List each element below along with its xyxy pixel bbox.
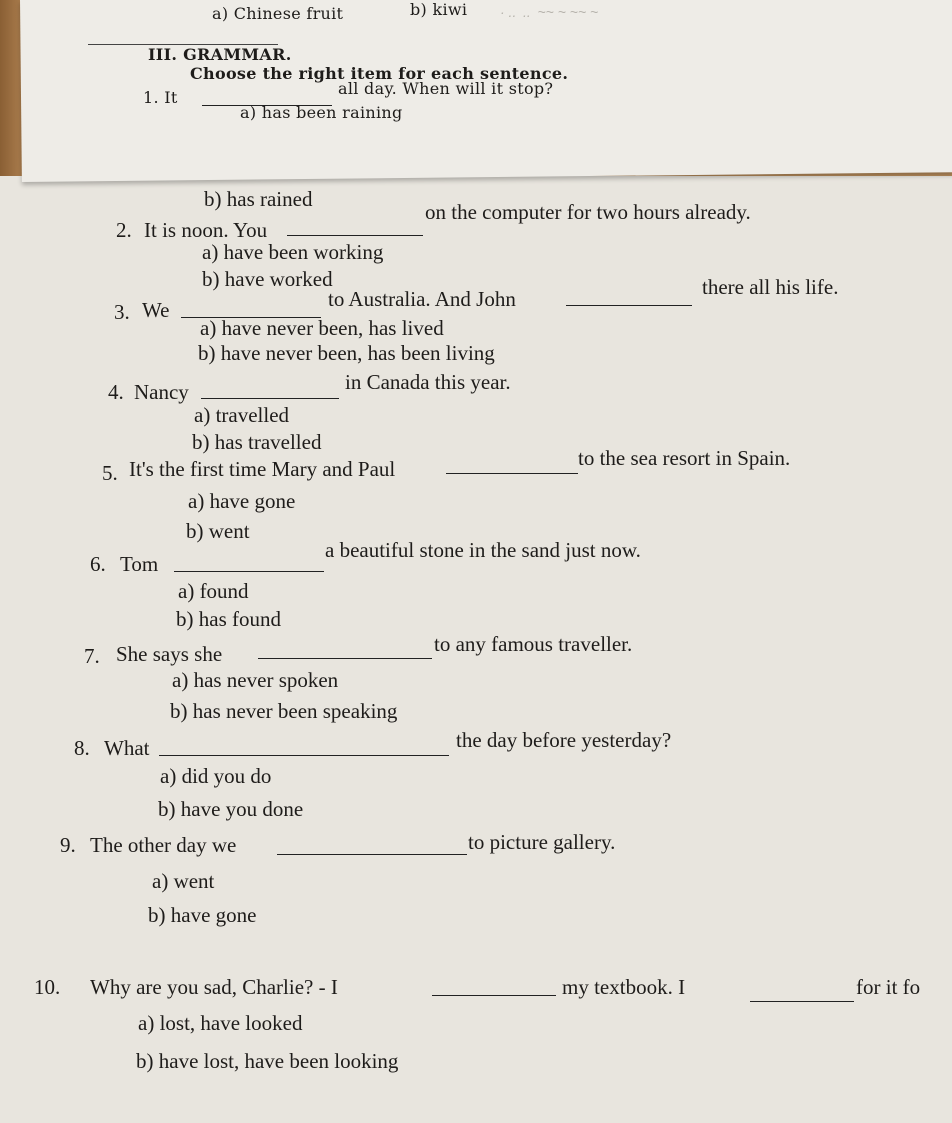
q3-text-after: there all his life. <box>702 275 839 299</box>
q1-number: 1. It <box>143 88 178 107</box>
q6-option-a: a) found <box>178 579 249 603</box>
q7-text-after: to any famous traveller. <box>434 632 633 656</box>
q2-blank[interactable] <box>287 234 423 236</box>
q7-text-before: She says she <box>116 642 223 666</box>
q1-text-after: all day. When will it stop? <box>338 79 554 98</box>
q5-number: 5. <box>102 461 118 485</box>
prev-option-a: a) Chinese fruit <box>212 4 344 23</box>
q5-option-b: b) went <box>186 519 250 543</box>
bleed-through-text: · .. .. ~~ ~ ~~ ~ <box>500 4 599 20</box>
q4-text-after: in Canada this year. <box>345 370 511 394</box>
q4-option-a: a) travelled <box>194 403 290 427</box>
q9-text-after: to picture gallery. <box>468 830 616 854</box>
q4-option-b: b) has travelled <box>192 430 322 454</box>
q2-option-a: a) have been working <box>202 240 384 264</box>
prev-option-b: b) kiwi <box>410 0 468 19</box>
q6-text-before: Tom <box>120 552 159 576</box>
q9-number: 9. <box>60 833 76 857</box>
q6-number: 6. <box>90 552 106 576</box>
q4-blank[interactable] <box>201 397 339 399</box>
q2-number: 2. <box>116 218 132 242</box>
q6-blank[interactable] <box>174 570 324 572</box>
q8-option-a: a) did you do <box>160 764 272 788</box>
q10-blank-1[interactable] <box>432 994 556 996</box>
q3-option-b: b) have never been, has been living <box>198 341 495 365</box>
q7-option-a: a) has never spoken <box>172 668 339 692</box>
instruction: Choose the right item for each sentence. <box>190 64 569 83</box>
q3-option-a: a) have never been, has lived <box>200 316 444 340</box>
section-title: III. GRAMMAR. <box>148 45 292 64</box>
q6-option-b: b) has found <box>176 607 281 631</box>
q5-blank[interactable] <box>446 472 578 474</box>
q10-text-after: for it fo <box>856 975 921 999</box>
q8-blank[interactable] <box>159 754 449 756</box>
q5-text-before: It's the first time Mary and Paul <box>129 457 396 481</box>
q10-option-a: a) lost, have looked <box>138 1011 303 1035</box>
q8-number: 8. <box>74 736 90 760</box>
q6-text-after: a beautiful stone in the sand just now. <box>325 538 641 562</box>
q9-option-a: a) went <box>152 869 215 893</box>
q3-text-before: We <box>142 298 170 322</box>
q9-option-b: b) have gone <box>148 903 257 927</box>
q8-option-b: b) have you done <box>158 797 304 821</box>
q10-text-middle: my textbook. I <box>562 975 686 999</box>
q9-text-before: The other day we <box>90 833 237 857</box>
q4-text-before: Nancy <box>134 380 189 404</box>
q9-blank[interactable] <box>277 853 467 855</box>
q2-option-b: b) have worked <box>202 267 333 291</box>
q10-text-before: Why are you sad, Charlie? - I <box>90 975 338 999</box>
q8-text-after: the day before yesterday? <box>456 728 672 752</box>
q5-option-a: a) have gone <box>188 489 296 513</box>
q4-number: 4. <box>108 380 124 404</box>
q7-blank[interactable] <box>258 657 432 659</box>
q2-text-before: It is noon. You <box>144 218 268 242</box>
q5-text-after: to the sea resort in Spain. <box>578 446 791 470</box>
q3-text-middle: to Australia. And John <box>328 287 516 311</box>
q10-number: 10. <box>34 975 61 999</box>
q10-option-b: b) have lost, have been looking <box>136 1049 399 1073</box>
q1-option-b: b) has rained <box>204 187 313 211</box>
q3-number: 3. <box>114 300 130 324</box>
q7-option-b: b) has never been speaking <box>170 699 398 723</box>
q8-text-before: What <box>104 736 150 760</box>
q3-blank-2[interactable] <box>566 304 692 306</box>
q10-blank-2[interactable] <box>750 1000 854 1002</box>
q2-text-after: on the computer for two hours already. <box>425 200 751 224</box>
q1-option-a: a) has been raining <box>240 103 403 122</box>
q7-number: 7. <box>84 644 100 668</box>
